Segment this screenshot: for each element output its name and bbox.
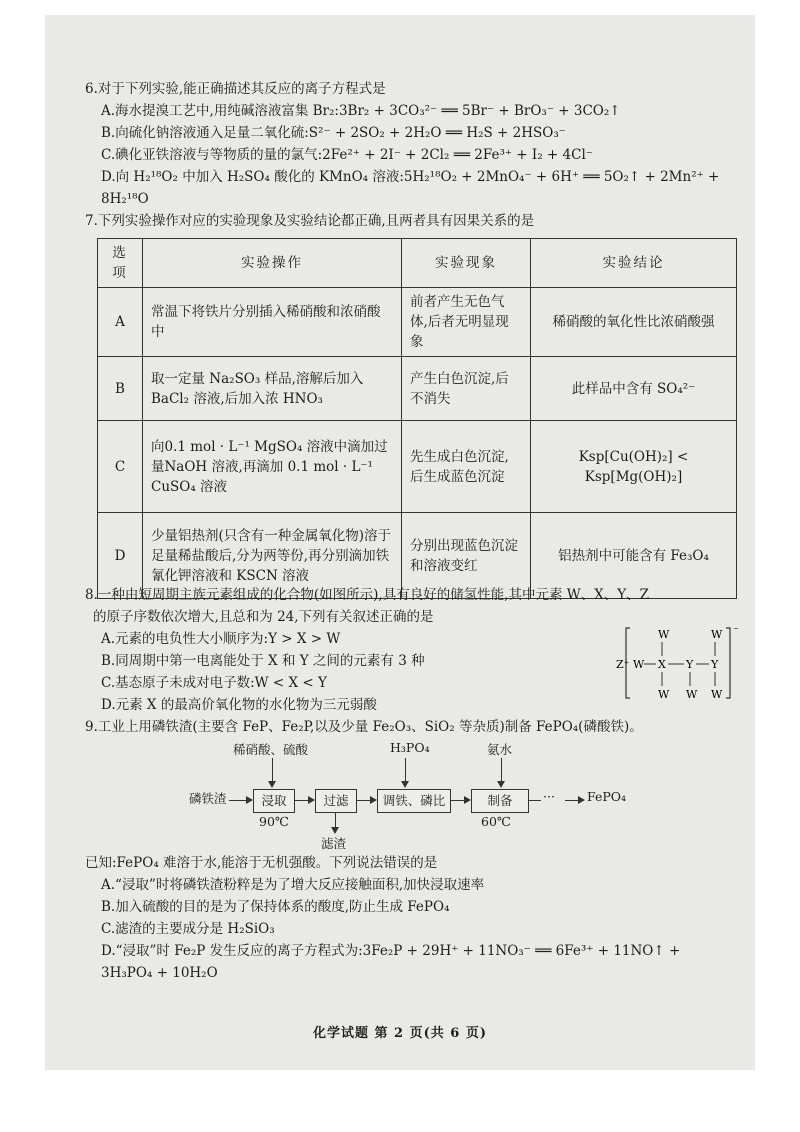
right-bracket	[726, 628, 730, 698]
arrow-head-down	[331, 827, 339, 834]
q9-known: 已知:FePO₄ 难溶于水,能溶于无机强酸。下列说法错误的是	[85, 855, 438, 871]
q8-option-d: D.元素 X 的最高价氧化物的水化物为三元弱酸	[101, 697, 377, 713]
arrow-line	[565, 800, 579, 801]
q6-option-d: D.向 H₂¹⁸O₂ 中加入 H₂SO₄ 酸化的 KMnO₄ 溶液:5H₂¹⁸O₂ + 2MnO₄⁻ + 6H⁺ ══ 5O₂↑ + 2Mn²⁺ +	[101, 169, 720, 185]
molecule-structure-diagram	[616, 624, 740, 702]
mol-w-top-x: W	[658, 628, 670, 641]
q8-option-a: A.元素的电负性大小顺序为:Y > X > W	[101, 631, 341, 647]
arrow-line	[451, 800, 465, 801]
step-preparation: 制备	[471, 789, 529, 813]
row-option: B	[98, 357, 143, 421]
row-option: A	[98, 288, 143, 357]
reagent-acids: 稀硝酸、硫酸	[233, 742, 309, 757]
q9-stem: 9.工业上用磷铁渣(主要含 FeP、Fe₂P,以及少量 Fe₂O₃、SiO₂ 等杂质)制备 FePO₄(磷酸铁)。	[85, 719, 643, 735]
arrow-head-right	[464, 796, 471, 804]
q6-option-d-cont: 8H₂¹⁸O	[101, 191, 149, 207]
q6-option-a: A.海水提溴工艺中,用纯碱溶液富集 Br₂:3Br₂ + 3CO₃²⁻ ══ 5Br⁻ + BrO₃⁻ + 3CO₂↑	[101, 103, 621, 119]
arrow-head-right	[578, 796, 585, 804]
question-7	[85, 210, 735, 232]
temp-leaching: 90℃	[259, 814, 289, 829]
arrow-line	[529, 800, 541, 801]
row-operation: 常温下将铁片分别插入稀硝酸和浓硝酸中	[143, 288, 402, 357]
q9-option-d: D.“浸取”时 Fe₂P 发生反应的离子方程式为:3Fe₂P + 29H⁺ + 11NO₃⁻ ══ 6Fe³⁺ + 11NO↑ +	[101, 943, 681, 959]
arrow-line	[501, 758, 502, 782]
q8-option-c: C.基态原子未成对电子数:W < X < Y	[101, 675, 327, 691]
arrow-head-right	[246, 796, 253, 804]
flow-start-label: 磷铁渣	[189, 791, 227, 806]
header-option: 选项	[98, 239, 143, 288]
arrow-line	[229, 800, 247, 801]
mol-x: X	[658, 658, 666, 671]
table-header-row	[98, 239, 737, 288]
q7-stem: 7.下列实验操作对应的实验现象及实验结论都正确,且两者具有因果关系的是	[85, 213, 535, 229]
question-9-options	[85, 852, 735, 984]
reagent-ammonia: 氨水	[487, 742, 513, 757]
q6-option-b: B.向硫化钠溶液通入足量二氧化硫:S²⁻ + 2SO₂ + 2H₂O ══ H₂S + 2HSO₃⁻	[101, 125, 566, 141]
arrow-line	[405, 758, 406, 782]
mol-z: Z⁺	[616, 658, 630, 671]
header-operation: 实验操作	[143, 239, 402, 288]
filter-residue-label: 滤渣	[321, 836, 347, 851]
mol-w-left: W	[633, 658, 645, 671]
mol-y-right: Y	[711, 658, 719, 671]
q8-option-b: B.同周期中第一电离能处于 X 和 Y 之间的元素有 3 种	[101, 653, 425, 669]
q9-option-a: A.“浸取”时将磷铁渣粉粹是为了增大反应接触面积,加快浸取速率	[101, 877, 485, 893]
mol-w-bottom-y2: W	[711, 688, 723, 701]
q8-stem-cont: 的原子序数依次增大,且总和为 24,下列有关叙述正确的是	[93, 609, 434, 625]
row-conclusion: 稀硝酸的氧化性比浓硝酸强	[531, 288, 737, 357]
row-operation: 少量铝热剂(只含有一种金属氧化物)溶于足量稀盐酸后,分为两等份,再分别滴加铁氰化钾溶液和 KSCN 溶液	[143, 513, 402, 599]
row-conclusion: Ksp[Cu(OH)₂] < Ksp[Mg(OH)₂]	[531, 421, 737, 513]
q9-option-d-cont: 3H₃PO₄ + 10H₂O	[101, 965, 218, 981]
arrow-head-down	[268, 781, 276, 788]
row-option: C	[98, 421, 143, 513]
row-phenomenon: 前者产生无色气体,后者无明显现象	[402, 288, 531, 357]
arrow-line	[357, 800, 371, 801]
q6-stem: 6.对于下列实验,能正确描述其反应的离子方程式是	[85, 81, 386, 97]
arrow-line	[335, 812, 336, 828]
row-option: D	[98, 513, 143, 599]
arrow-head-right	[370, 796, 377, 804]
row-operation: 取一定量 Na₂SO₃ 样品,溶解后加入 BaCl₂ 溶液,后加入浓 HNO₃	[143, 357, 402, 421]
table-row	[98, 357, 737, 421]
reagent-h3po4: H₃PO₄	[390, 740, 430, 755]
step-adjust-ratio: 调铁、磷比	[377, 789, 451, 813]
q9-option-c: C.滤渣的主要成分是 H₂SiO₃	[101, 921, 275, 937]
step-filtration: 过滤	[315, 789, 357, 813]
row-conclusion: 铝热剂中可能含有 Fe₃O₄	[531, 513, 737, 599]
table-row	[98, 421, 737, 513]
flow-ellipsis: ···	[543, 789, 555, 804]
q9-option-b: B.加入硫酸的目的是为了保持体系的酸度,防止生成 FePO₄	[101, 899, 450, 915]
q8-stem: 8.一种由短周期主族元素组成的化合物(如图所示),具有良好的储氢性能,其中元素 W、X、Y、Z	[85, 587, 650, 603]
process-flowchart	[175, 738, 645, 850]
row-conclusion: 此样品中含有 SO₄²⁻	[531, 357, 737, 421]
q6-option-c: C.碘化亚铁溶液与等物质的量的氯气:2Fe²⁺ + 2I⁻ + 2Cl₂ ══ 2Fe³⁺ + I₂ + 4Cl⁻	[101, 147, 593, 163]
arrow-head-down	[401, 781, 409, 788]
arrow-head-right	[308, 796, 315, 804]
arrow-line	[272, 758, 273, 782]
row-phenomenon: 先生成白色沉淀,后生成蓝色沉淀	[402, 421, 531, 513]
table-row	[98, 288, 737, 357]
mol-charge: ⁻	[733, 624, 739, 637]
header-conclusion: 实验结论	[531, 239, 737, 288]
flow-product: FePO₄	[587, 789, 627, 804]
arrow-head-down	[497, 781, 505, 788]
question-6	[85, 78, 735, 210]
mol-w-bottom-y1: W	[686, 688, 698, 701]
row-phenomenon: 分别出现蓝色沉淀和溶液变红	[402, 513, 531, 599]
row-operation: 向0.1 mol · L⁻¹ MgSO₄ 溶液中滴加过量NaOH 溶液,再滴加 0.1 mol · L⁻¹ CuSO₄ 溶液	[143, 421, 402, 513]
mol-y-middle: Y	[686, 658, 694, 671]
experiment-table	[97, 238, 737, 599]
mol-w-bottom-x: W	[658, 688, 670, 701]
temp-preparation: 60℃	[481, 814, 511, 829]
mol-w-top-y: W	[711, 628, 723, 641]
step-leaching: 浸取	[253, 789, 295, 813]
arrow-line	[295, 800, 309, 801]
row-phenomenon: 产生白色沉淀,后不消失	[402, 357, 531, 421]
question-9	[85, 716, 735, 738]
page-footer: 化学试题 第 2 页(共 6 页)	[312, 1026, 488, 1041]
header-phenomenon: 实验现象	[402, 239, 531, 288]
